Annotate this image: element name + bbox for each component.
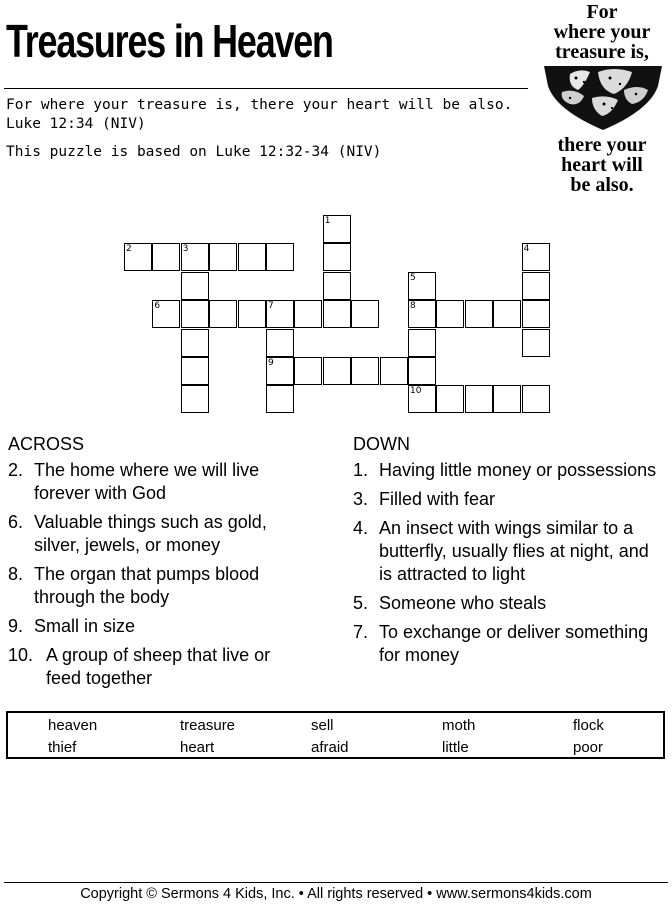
clue-down-4: 4. An insect with wings similar to a butterfly, usually flies at night, and is attracted to light [353,518,649,584]
logo-bottom-text: there your heart will be also. [557,134,647,196]
clue-down-7: 7. To exchange or deliver something for money [353,622,649,665]
crossword-cell[interactable] [408,300,436,328]
word-bank-word: flock [573,717,604,734]
crossword-cell[interactable] [152,243,180,271]
crossword-cell[interactable] [408,357,436,385]
crossword-cell[interactable] [294,300,322,328]
crossword-cell[interactable] [323,243,351,271]
clue-number: 5 [410,272,416,283]
crossword-cell[interactable] [351,357,379,385]
crossword-cell[interactable] [238,300,266,328]
footer-divider [4,882,668,883]
clue-number: 10 [410,386,422,397]
crossword-cell[interactable] [493,385,521,413]
title-divider [4,88,528,89]
crossword-cell[interactable] [323,272,351,300]
clue-number: 7 [268,301,274,312]
word-bank-word: heart [180,739,215,756]
crossword-cell[interactable] [266,300,294,328]
crossword-cell[interactable] [181,243,209,271]
clue-down-5: 5. Someone who steals [353,593,547,613]
word-bank-word: moth [442,717,476,734]
page-title: Treasures in Heaven [6,15,333,67]
crossword-cell[interactable] [436,300,464,328]
crossword-cell[interactable] [436,385,464,413]
crossword-cell[interactable] [181,272,209,300]
crossword-cell[interactable] [408,385,436,413]
crossword-cell[interactable] [124,243,152,271]
clue-number: 8 [410,301,416,312]
crossword-cell[interactable] [351,300,379,328]
crossword-cell[interactable] [323,300,351,328]
word-bank-word: heaven [48,717,98,734]
crossword-cell[interactable] [522,243,550,271]
word-bank-word: treasure [180,717,236,734]
clue-number: 1 [324,216,331,226]
clue-across-6: 6. Valuable things such as gold, silver, jewels, or money [8,512,267,555]
word-bank-word: little [442,739,469,756]
copyright-footer: Copyright © Sermons 4 Kids, Inc. • All rights reserved • www.sermons4kids.com [80,886,592,902]
crossword-cell[interactable] [181,385,209,413]
crossword-cell[interactable] [266,329,294,357]
crossword-cell[interactable] [209,300,237,328]
crossword-cell[interactable] [465,385,493,413]
crossword-cell[interactable] [266,243,294,271]
verse-text: For where your treasure is, there your heart will be also. [6,97,513,113]
crossword-cell[interactable] [266,385,294,413]
clue-down-1: 1. Having little money or possessions [353,460,657,480]
down-clues [353,434,663,673]
clue-down-3: 3. Filled with fear [353,489,496,509]
crossword-cell[interactable] [522,329,550,357]
crossword-cell[interactable] [522,385,550,413]
crossword-cell[interactable] [493,300,521,328]
clue-across-2: 2. The home where we will live forever with God [8,460,260,503]
crossword-cell[interactable] [408,272,436,300]
logo-top-text: For where your treasure is, [553,1,651,63]
crossword-cell[interactable] [209,243,237,271]
clue-across-8: 8. The organ that pumps blood through the body [8,564,260,607]
crossword-cell[interactable] [266,357,294,385]
crossword-cell[interactable] [522,300,550,328]
crossword-cell[interactable] [181,357,209,385]
crossword-cell[interactable] [323,357,351,385]
verse-logo [534,0,670,195]
clue-across-10: 10. A group of sheep that live or feed together [8,645,271,688]
clue-number: 2 [126,244,132,255]
crossword-cell[interactable] [522,272,550,300]
crossword-cell[interactable] [152,300,180,328]
clue-number: 6 [154,301,161,312]
crossword-cell[interactable] [181,329,209,357]
clue-number: 3 [182,244,189,255]
clue-across-9: 9. Small in size [8,616,136,636]
crossword-cell[interactable] [181,300,209,328]
heart-icon [540,60,666,132]
clue-number: 4 [523,244,530,255]
crossword-cell[interactable] [408,329,436,357]
down-heading: DOWN [353,434,410,454]
word-bank-word: thief [48,739,77,756]
word-bank [6,711,665,759]
word-bank-word: poor [573,739,604,756]
word-bank-word: sell [311,717,334,734]
crossword-cell[interactable] [323,215,351,243]
across-heading: ACROSS [8,434,85,454]
crossword-cell[interactable] [238,243,266,271]
word-bank-word: afraid [311,739,349,756]
across-clues [8,434,308,696]
key-verse [6,96,512,134]
crossword-cell[interactable] [465,300,493,328]
crossword-cell[interactable] [380,357,408,385]
verse-reference: Luke 12:34 (NIV) [6,116,146,132]
clue-number: 9 [268,358,274,368]
puzzle-source: This puzzle is based on Luke 12:32-34 (NIV) [6,144,382,160]
crossword-cell[interactable] [294,357,322,385]
